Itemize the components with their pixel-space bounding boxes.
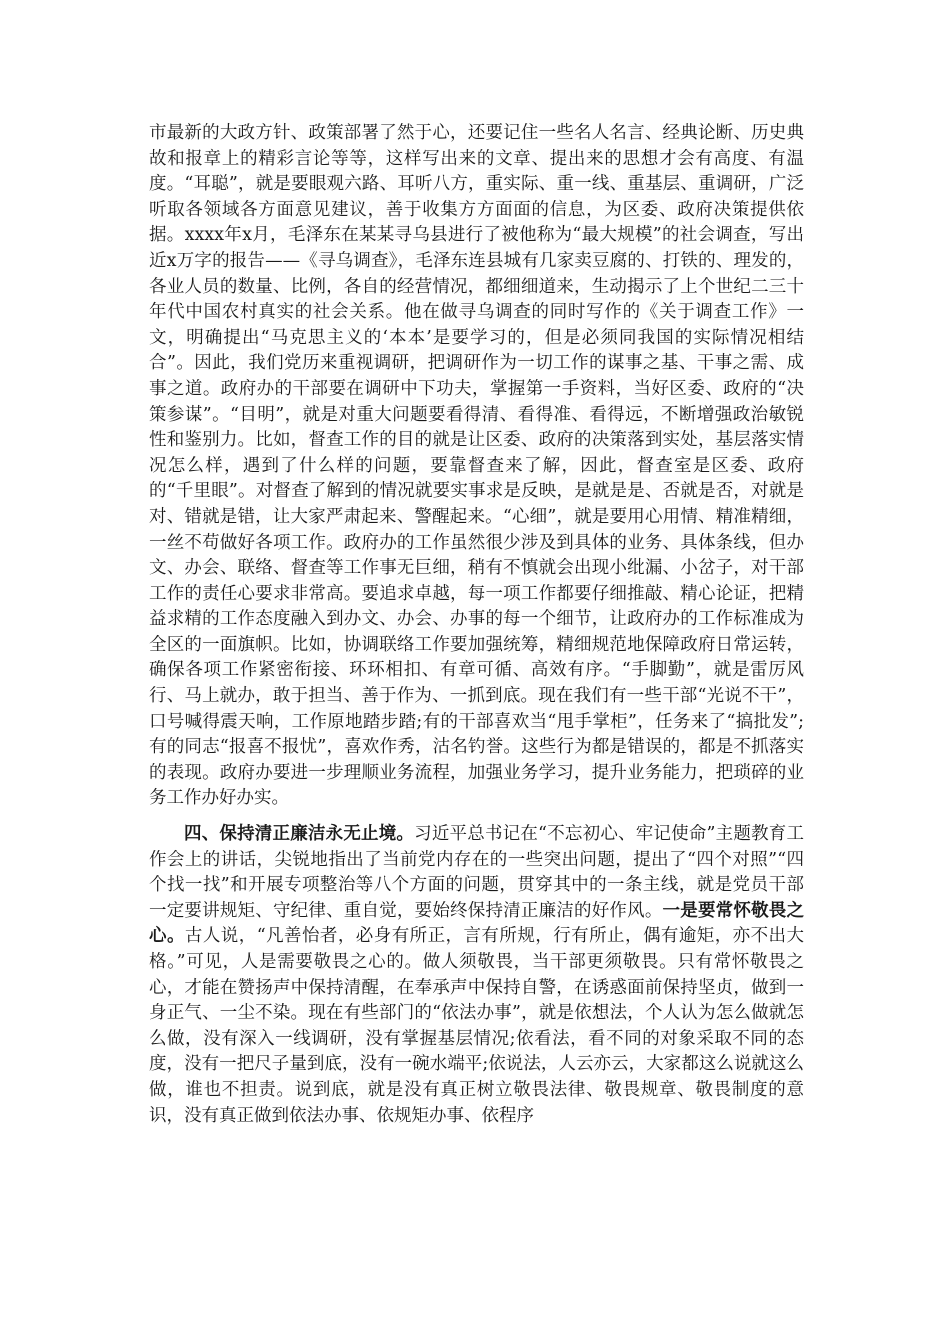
body-paragraph-1: 市最新的大政方针、政策部署了然于心，还要记住一些名人名言、经典论断、历史典故和报章上的精彩言论等等，这样写出来的文章、提出来的思想才会有高度、有温度。“耳聪”，就是要眼观六路、耳听八方，重实际、重一线、重基层、重调研，广泛听取各领域各方面意见建议，善于收集方方面面的信息，为区委、政府决策提供依据。xxxx年x月，毛泽东在某某寻乌县进行了被他称为“最大规模”的社会调查，写出近x万字的报告——《寻乌调查》，毛泽东连县城有几家卖豆腐的、打铁的、理发的，各业人员的数量、比例，各自的经营情况，都细细道来，生动揭示了上个世纪二三十年代中国农村真实的社会关系。他在做寻乌调查的同时写作的《关于调查工作》一文，明确提出“马克思主义的‘本本’是要学习的，但是必须同我国的实际情况相结合”。因此，我们党历来重视调研，把调研作为一切工作的谋事之基、干事之需、成事之道。政府办的干部要在调研中下功夫，掌握第一手资料，当好区委、政府的“决策参谋”。“目明”，就是对重大问题要看得清、看得准、看得远，不断增强政治敏锐性和鉴别力。比如，督查工作的目的就是让区委、政府的决策落到实处，基层落实情况怎么样，遇到了什么样的问题，要靠督查来了解，因此，督查室是区委、政府的“千里眼”。对督查了解到的情况就要实事求是反映，是就是是、否就是否，对就是对、错就是错，让大家严肃起来、警醒起来。“心细”，就是要用心用情、精准精细，一丝不苟做好各项工作。政府办的工作虽然很少涉及到具体的业务、具体条线，但办文、办会、联络、督查等工作事无巨细，稍有不慎就会出现小纰漏、小岔子，对干部工作的责任心要求非常高。要追求卓越，每一项工作都要仔细推敲、精心论证，把精益求精的工作态度融入到办文、办会、办事的每一个细节，让政府办的工作标准成为全区的一面旗帜。比如，协调联络工作要加强统筹，精细规范地保障政府日常运转，确保各项工作紧密衔接、环环相扣、有章可循、高效有序。“手脚勤”，就是雷厉风行、马上就办，敢于担当、善于作为、一抓到底。现在我们有一些干部“光说不干”，口号喊得震天响，工作原地踏步踏;有的干部喜欢当“甩手掌柜”，任务来了“搞批发”;有的同志“报喜不报忧”，喜欢作秀，沽名钓誉。这些行为都是错误的，都是不抓落实的表现。政府办要进一步理顺业务流程，加强业务学习，提升业务能力，把琐碎的业务工作办好办实。 [149, 123, 804, 809]
section-heading: 四、保持清正廉洁永无止境。 [184, 824, 415, 845]
document-page [149, 121, 804, 1129]
paragraph-text-continued: 古人说，“凡善怡者，必身有所正，言有所规，行有所止，偶有逾矩，亦不出大格。”可见，人是需要敬畏之心的。做人须敬畏，当干部更须敬畏。只有常怀敬畏之心，才能在赞扬声中保持清醒，在奉承声中保持自警，在诱惑面前保持坚贞，做到一身正气、一尘不染。现在有些部门的“依法办事”，就是依想法，个人认为怎么做就怎么做，没有深入一线调研，没有掌握基层情况;依看法，看不同的对象采取不同的态度，没有一把尺子量到底，没有一碗水端平;依说法，人云亦云，大家都这么说就这么做，谁也不担责。说到底，就是没有真正树立敬畏法律、敬畏规章、敬畏制度的意识，没有真正做到依法办事、依规矩办事、依程序 [149, 926, 805, 1126]
sub-heading: 一是要常怀敬畏之心。 [149, 900, 805, 947]
body-paragraph-2 [149, 822, 804, 1129]
paragraph-text: 习近平总书记在“不忘初心、牢记使命”主题教育工作会上的讲话，尖锐地指出了当前党内存在的一些突出问题，提出了“四个对照”“四个找一找”和开展专项整治等八个方面的问题，贯穿其中的一条主线，就是党员干部一定要讲规矩、守纪律、重自觉，要始终保持清正廉洁的好作风。 [149, 824, 804, 921]
